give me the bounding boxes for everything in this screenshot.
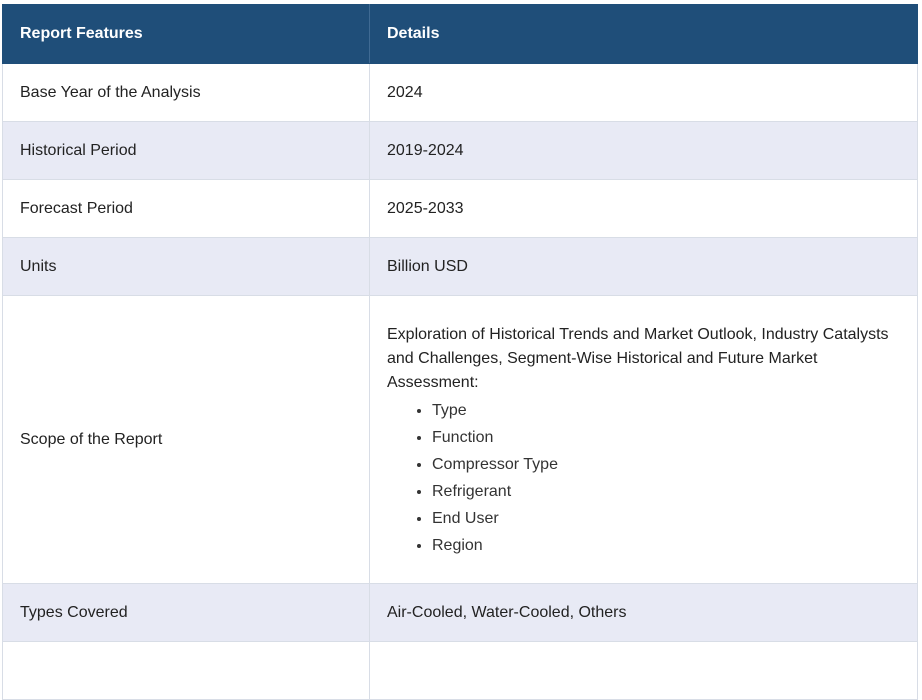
- table-row-historical-period: [3, 122, 918, 180]
- scope-list: [387, 397, 900, 559]
- details-cell: Billion USD: [370, 238, 918, 296]
- details-cell: [370, 642, 918, 700]
- feature-cell: Forecast Period: [3, 180, 370, 238]
- table-row-base-year: [3, 64, 918, 122]
- feature-cell: Units: [3, 238, 370, 296]
- list-item: • Compressor Type: [432, 451, 900, 478]
- details-cell: 2024: [370, 64, 918, 122]
- list-item: • Region: [432, 532, 900, 559]
- table-row-partial: [3, 642, 918, 700]
- details-cell-scope: [370, 296, 918, 584]
- list-item: • Refrigerant: [432, 478, 900, 505]
- feature-cell: Types Covered: [3, 584, 370, 642]
- list-item: • End User: [432, 505, 900, 532]
- details-cell: Air-Cooled, Water-Cooled, Others: [370, 584, 918, 642]
- list-item: • Function: [432, 424, 900, 451]
- feature-cell: Scope of the Report: [3, 296, 370, 584]
- table-row-units: [3, 238, 918, 296]
- list-item: • Type: [432, 397, 900, 424]
- feature-cell: Historical Period: [3, 122, 370, 180]
- scope-intro-text: Exploration of Historical Trends and Market Outlook, Industry Catalysts and Challenges, Segment-Wise Historical and Future Market Assessment:: [387, 326, 889, 391]
- table-row-scope: [3, 296, 918, 584]
- header-details: Details: [370, 5, 918, 64]
- feature-cell: [3, 642, 370, 700]
- header-report-features: Report Features: [3, 5, 370, 64]
- table-body: [3, 64, 918, 700]
- details-cell: 2025-2033: [370, 180, 918, 238]
- report-features-table: [2, 4, 918, 700]
- table-row-types-covered: [3, 584, 918, 642]
- details-cell: 2019-2024: [370, 122, 918, 180]
- feature-cell: Base Year of the Analysis: [3, 64, 370, 122]
- table-header: [3, 5, 918, 64]
- header-row: [3, 5, 918, 64]
- table-row-forecast-period: [3, 180, 918, 238]
